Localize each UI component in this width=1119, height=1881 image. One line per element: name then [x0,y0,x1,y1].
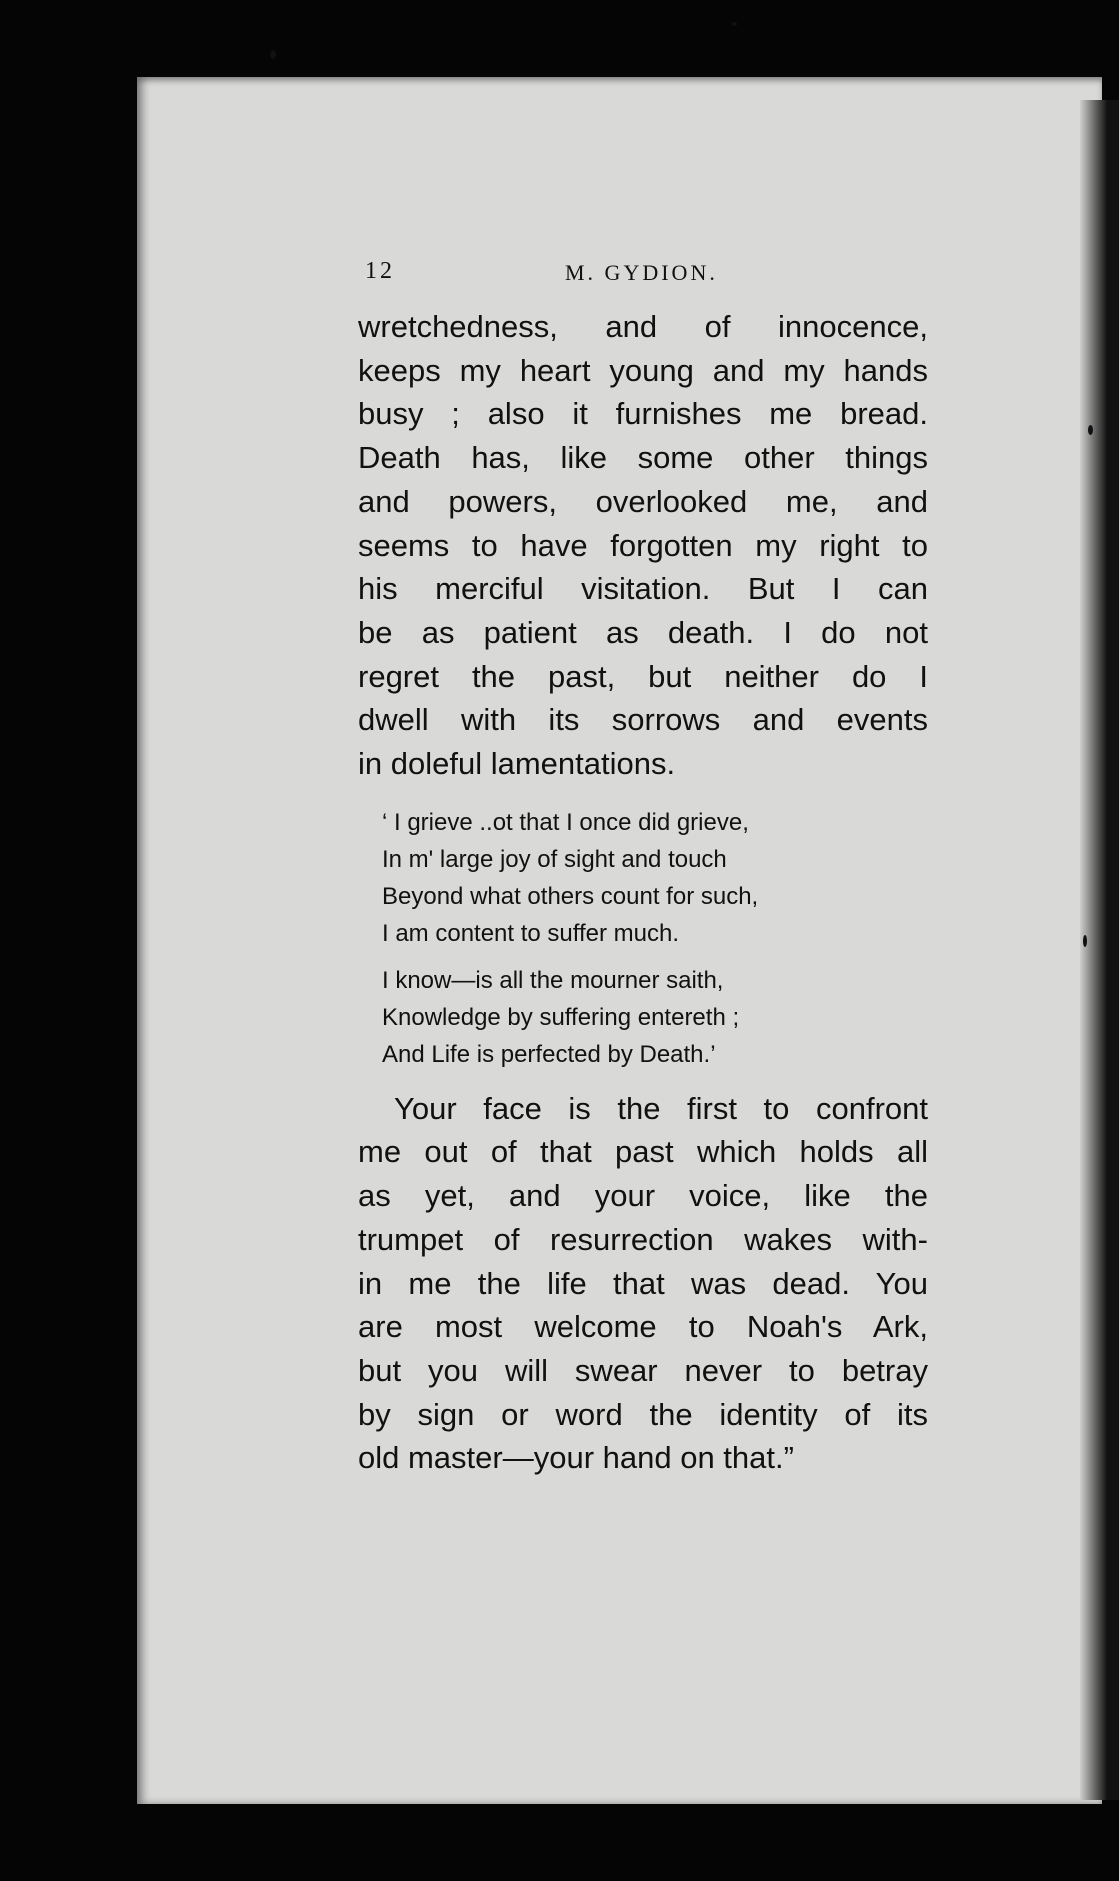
text-line: in me the life that was dead. You [358,1265,928,1301]
text-line: by sign or word the identity of its [358,1396,928,1432]
verse-quotation [382,804,852,1073]
text-line: trumpet of resurrection wakes with- [358,1221,928,1257]
verse-line: In m' large joy of sight and touch [382,845,727,873]
scan-speck [1088,425,1093,435]
text-line: dwell with its sorrows and events [358,702,928,738]
scan-speck [732,22,737,26]
text-line: wretchedness, and of innocence, [358,309,928,344]
text-line: and powers, overlooked me, and [358,483,928,519]
paragraph-2 [358,1087,928,1480]
text-line: as yet, and your voice, like the [358,1178,928,1214]
text-line: keeps my heart young and my hands [358,352,928,388]
text-line: regret the past, but neither do I [358,658,928,694]
verse-line: Knowledge by suffering entereth ; [382,1003,740,1031]
stanza-break [382,952,852,962]
text-line: Your face is the first to confront [394,1090,928,1126]
paragraph-1 [358,305,928,786]
verse-line: ‘ I grieve ..ot that I once did grieve, [382,808,749,836]
text-line: but you will swear never to betray [358,1352,928,1388]
page-number: 12 [365,258,395,284]
scan-speck [270,50,276,59]
running-title: M. GYDION. [565,260,718,285]
text-line: busy ; also it furnishes me bread. [358,396,928,432]
verse-line: And Life is perfected by Death.’ [382,1040,716,1068]
text-line: old master—your hand on that.” [358,1440,794,1476]
text-line: Death has, like some other things [358,440,928,476]
text-line: seems to have forgotten my right to [358,527,928,563]
text-line: in doleful lamentations. [358,746,676,782]
scan-speck [1083,935,1087,947]
page-body [358,305,928,1480]
page-edge [1080,100,1119,1800]
text-line: his merciful visitation. But I can [358,571,928,607]
text-line: be as patient as death. I do not [358,614,928,650]
verse-line: I know—is all the mourner saith, [382,966,724,994]
verse-line: I am content to suffer much. [382,919,680,947]
text-line: me out of that past which holds all [358,1134,928,1170]
text-line: are most welcome to Noah's Ark, [358,1309,928,1345]
verse-line: Beyond what others count for such, [382,882,759,910]
